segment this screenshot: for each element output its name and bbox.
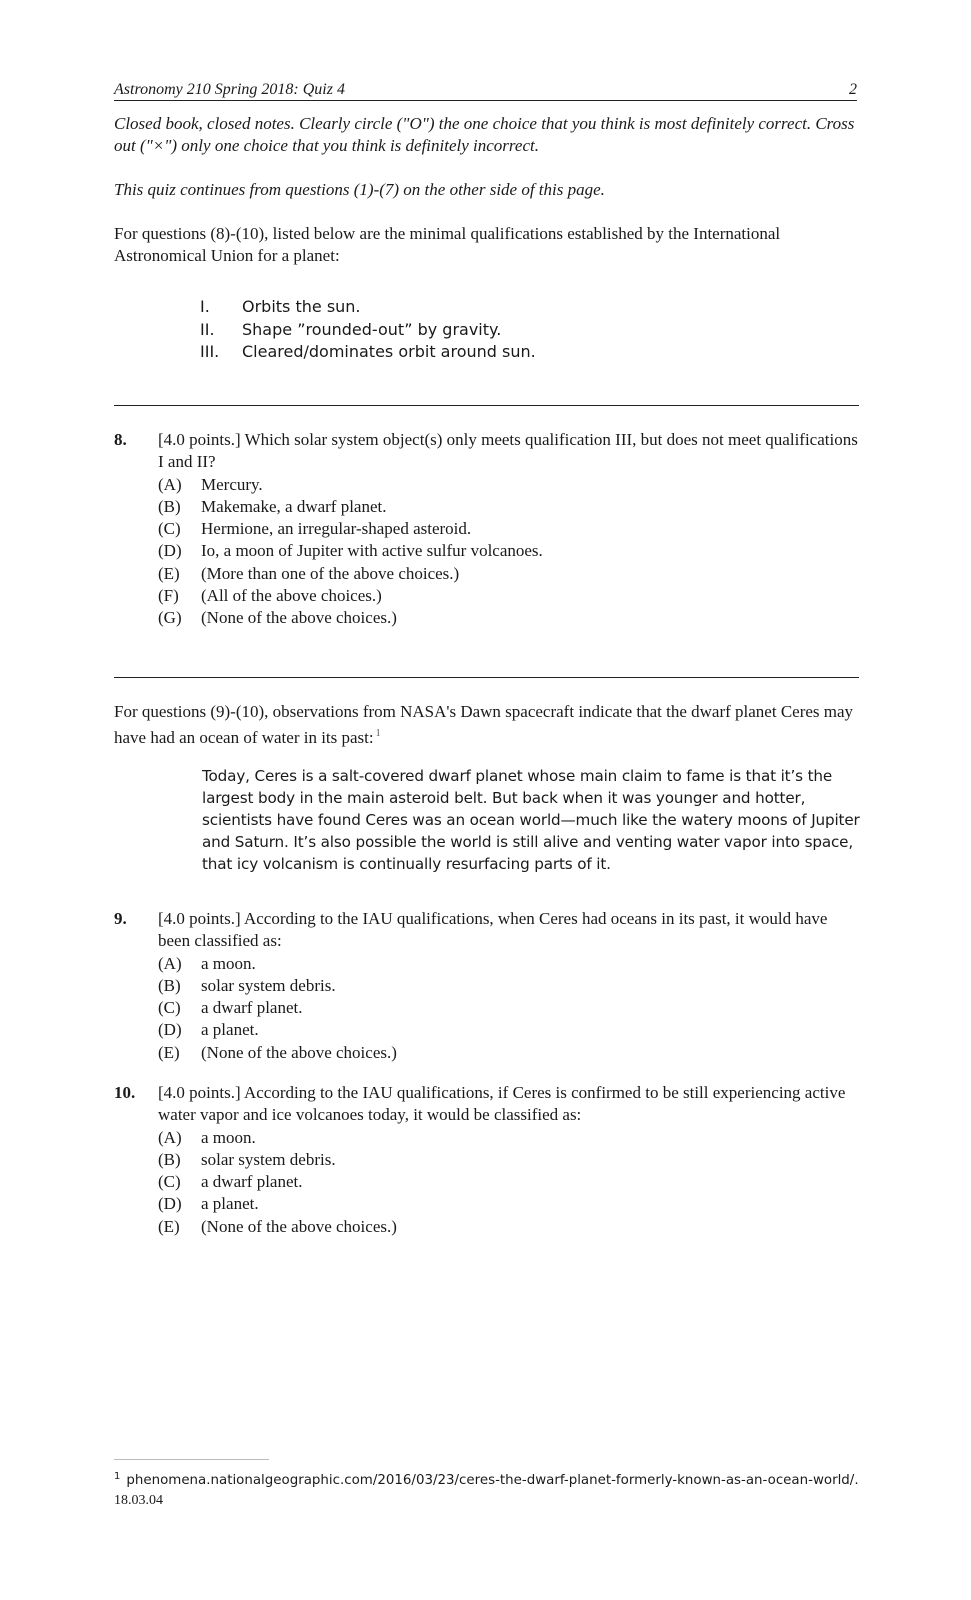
question-number: 9. — [114, 909, 127, 928]
option-label: (E) — [158, 563, 180, 583]
option-text: a dwarf planet. — [201, 998, 303, 1018]
answer-option[interactable] — [158, 518, 859, 540]
qualification-number: III. — [200, 342, 220, 361]
question-9 — [114, 908, 859, 1064]
qualification-text: Shape ”rounded-out” by gravity. — [242, 319, 502, 339]
footnote-marker: 1 — [114, 1471, 121, 1482]
option-label: (F) — [158, 586, 179, 606]
footnote — [114, 1471, 859, 1488]
question-number: 10. — [114, 1083, 136, 1102]
footnote-divider — [114, 1459, 269, 1460]
option-label: (E) — [158, 1216, 180, 1236]
qualification-text: Orbits the sun. — [242, 297, 361, 316]
option-text: Makemake, a dwarf planet. — [201, 496, 387, 516]
option-text: a planet. — [201, 1194, 259, 1214]
option-text: a planet. — [201, 1020, 259, 1040]
qualification-number: II. — [200, 319, 215, 339]
header-title: Astronomy 210 Spring 2018: Quiz 4 — [114, 81, 345, 98]
answer-option[interactable] — [158, 1216, 859, 1238]
answer-option[interactable] — [158, 953, 859, 975]
intro-questions-9-10 — [114, 701, 859, 749]
question-number: 8. — [114, 430, 127, 449]
option-text: Io, a moon of Jupiter with active sulfur volcanoes. — [201, 541, 543, 561]
answer-option[interactable] — [158, 1193, 859, 1215]
option-text: (All of the above choices.) — [201, 586, 382, 606]
question-text: [4.0 points.] Which solar system object(s) only meets qualification III, but does not meet qualifications I and II? — [158, 430, 858, 472]
option-text: a dwarf planet. — [201, 1172, 303, 1192]
option-label: (B) — [158, 1149, 181, 1169]
option-label: (A) — [158, 953, 182, 973]
option-label: (G) — [158, 608, 182, 628]
option-text: (None of the above choices.) — [201, 608, 397, 628]
option-label: (B) — [158, 975, 181, 995]
footnote-url[interactable]: phenomena.nationalgeographic.com/2016/03/23/ceres-the-dwarf-planet-formerly-known-as-an-ocean-world/. — [126, 1473, 859, 1488]
option-label: (C) — [158, 998, 181, 1018]
option-text: (None of the above choices.) — [201, 1216, 397, 1236]
answer-option[interactable] — [158, 997, 859, 1019]
question-10 — [114, 1082, 859, 1238]
option-label: (C) — [158, 1172, 181, 1192]
block-quote: Today, Ceres is a salt-covered dwarf planet whose main claim to fame is that it’s the largest body in the main asteroid belt. But back when it was younger and hotter, scientists have found Ceres was an ocean world—much like the watery moons of Jupiter and Saturn. It’s also possible the world is still alive and venting water vapor into space, that icy volcanism is continually resurfacing parts of it. — [202, 767, 860, 873]
answer-option[interactable] — [158, 1127, 859, 1149]
option-text: Mercury. — [201, 474, 263, 494]
section-divider — [114, 677, 859, 678]
answer-option[interactable] — [158, 540, 859, 562]
footnote-reference: 1 — [375, 728, 381, 739]
section-divider — [114, 405, 859, 406]
page-number: 2 — [849, 81, 857, 98]
answer-option[interactable] — [158, 585, 859, 607]
answer-option[interactable] — [158, 1171, 859, 1193]
option-text: solar system debris. — [201, 1149, 336, 1169]
option-label: (A) — [158, 474, 182, 494]
intro-questions-8-10: For questions (8)-(10), listed below are the minimal qualifications established by the International Astronomical Union for a planet: — [114, 224, 781, 265]
option-text: solar system debris. — [201, 975, 336, 995]
option-text: Hermione, an irregular-shaped asteroid. — [201, 519, 472, 539]
option-label: (E) — [158, 1042, 180, 1062]
answer-option[interactable] — [158, 496, 859, 518]
option-text: (None of the above choices.) — [201, 1042, 397, 1062]
continuation-note: This quiz continues from questions (1)-(7) on the other side of this page. — [114, 180, 605, 199]
option-label: (D) — [158, 1020, 182, 1040]
answer-option[interactable] — [158, 474, 859, 496]
answer-option[interactable] — [158, 1019, 859, 1041]
option-text: a moon. — [201, 953, 256, 973]
question-text: [4.0 points.] According to the IAU qualifications, if Ceres is confirmed to be still experiencing active water vapor and ice volcanoes today, it would be classified as: — [158, 1083, 846, 1125]
question-text: [4.0 points.] According to the IAU qualifications, when Ceres had oceans in its past, it would have been classified as: — [158, 909, 828, 951]
option-text: a moon. — [201, 1127, 256, 1147]
option-label: (D) — [158, 541, 182, 561]
option-text: (More than one of the above choices.) — [201, 563, 460, 583]
qualification-number: I. — [200, 297, 210, 316]
option-label: (D) — [158, 1194, 182, 1214]
date-code: 18.03.04 — [114, 1493, 163, 1508]
option-label: (C) — [158, 519, 181, 539]
option-label: (A) — [158, 1127, 182, 1147]
intro-text: For questions (9)-(10), observations from NASA's Dawn spacecraft indicate that the dwarf planet Ceres may have had an ocean of water in its past: — [114, 702, 854, 747]
answer-option[interactable] — [158, 607, 859, 629]
answer-option[interactable] — [158, 1042, 859, 1064]
answer-option[interactable] — [158, 975, 859, 997]
qualification-text: Cleared/dominates orbit around sun. — [242, 342, 536, 361]
answer-option[interactable] — [158, 563, 859, 585]
question-8 — [114, 429, 859, 630]
option-label: (B) — [158, 496, 181, 516]
instructions: Closed book, closed notes. Clearly circle ("O") the one choice that you think is most definitely correct. Cross out ("×") only one choice that you think is definitely incorrect. — [114, 114, 855, 155]
answer-option[interactable] — [158, 1149, 859, 1171]
page-header — [114, 80, 857, 101]
